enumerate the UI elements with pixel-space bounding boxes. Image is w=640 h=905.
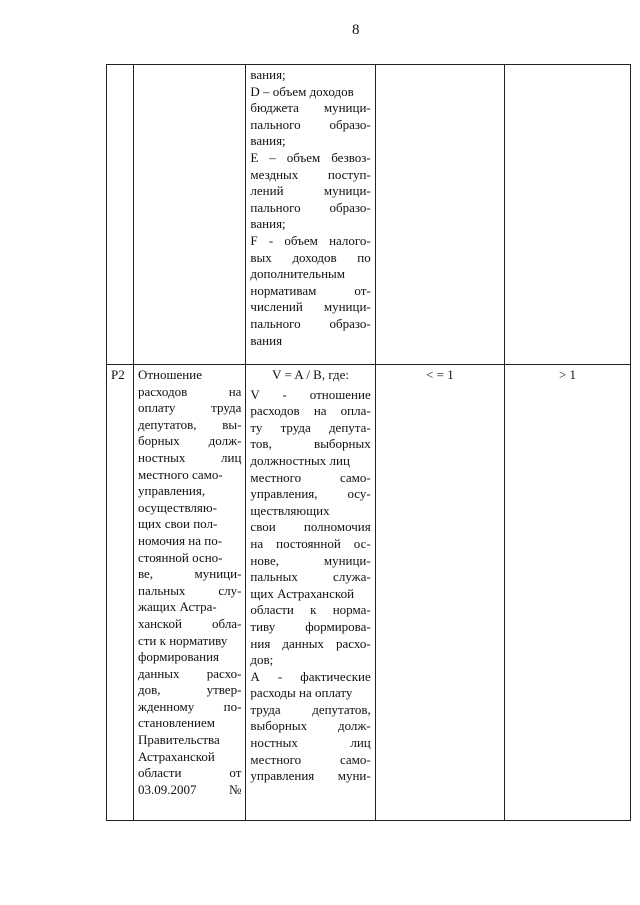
page-number: 8 [352, 22, 360, 38]
text-line: вых доходов по [250, 249, 371, 265]
text-line: ния данных расхо- [250, 635, 371, 651]
text-line: жащих Астра- [137, 599, 217, 615]
table-row [107, 365, 631, 821]
text-line: данных расхо- [137, 665, 242, 681]
text-line: борных долж- [137, 433, 242, 449]
text-line: E – объем безвоз- [250, 149, 371, 165]
text-line: D – объем доходов [250, 83, 354, 99]
text-line: становлением [137, 715, 215, 731]
text-line: ве, муници- [137, 566, 242, 582]
text-line: депутатов, вы- [137, 416, 242, 432]
text-line: области к норма- [250, 602, 371, 618]
text-line: мездных поступ- [250, 166, 371, 182]
text-line: щих свои пол- [137, 516, 218, 532]
text-line: вания; [250, 133, 286, 149]
text-line: управления муни- [250, 768, 371, 784]
cell-threshold-empty [375, 65, 504, 365]
text-line: дополнительным [250, 266, 346, 282]
text-line: V - отношение [250, 386, 371, 402]
text-line: тиву формирова- [250, 618, 371, 634]
text-line: нове, муници- [250, 552, 371, 568]
formula-heading: V = A / B, где: [272, 367, 350, 382]
indicator-code: P2 [111, 367, 125, 382]
text-line: расходы на оплату [250, 685, 353, 701]
text-line: Отношение [137, 367, 202, 382]
criteria-table [106, 64, 631, 821]
text-line: стоянной осно- [137, 549, 223, 565]
text-line: оплату труда [137, 400, 242, 416]
text-line: расходов на [137, 383, 242, 399]
text-line: сти к нормативу [137, 632, 228, 648]
text-line: области от [137, 765, 242, 781]
cell-name-empty [133, 65, 245, 365]
text-line: ханской обла- [137, 615, 242, 631]
text-line: F - объем налого- [250, 232, 371, 248]
text-line: вания; [250, 216, 286, 232]
text-line: тов, выборных [250, 436, 371, 452]
text-line: расходов на опла- [250, 403, 371, 419]
text-line: бюджета муници- [250, 100, 371, 116]
text-line: ществляющих [250, 502, 330, 518]
text-line: свои полномочия [250, 519, 371, 535]
text-line: пальных слу- [137, 582, 242, 598]
text-line: дов, утвер- [137, 682, 242, 698]
text-line: пальных служа- [250, 569, 371, 585]
formula-text [250, 67, 370, 349]
text-line: выборных долж- [250, 718, 371, 734]
text-line: вания [250, 332, 283, 348]
text-line: Правительства [137, 732, 220, 748]
text-line: ностных лиц [137, 449, 242, 465]
cell-threshold-violation [505, 365, 631, 821]
text-line: осуществляю- [137, 499, 217, 515]
text-line: пального образо- [250, 116, 371, 132]
text-line: должностных лиц [250, 452, 350, 468]
formula-description [250, 387, 370, 785]
cell-threshold-ok [375, 365, 504, 821]
text-line: А - фактические [250, 668, 371, 684]
cell-formula-continued [246, 65, 375, 365]
text-line: пального образо- [250, 199, 371, 215]
cell-threshold2-empty [505, 65, 631, 365]
threshold-ok-value: < = 1 [426, 367, 454, 382]
text-line: местного само- [250, 751, 371, 767]
text-line: вания; [250, 67, 286, 82]
text-line: щих Астраханской [250, 585, 355, 601]
text-line: труда депутатов, [250, 701, 371, 717]
text-line: местного само- [137, 466, 223, 482]
table-row [107, 65, 631, 365]
text-line: управления, [137, 483, 206, 499]
text-line: дов; [250, 652, 274, 668]
text-line: 03.09.2007 № [137, 781, 242, 797]
cell-formula [246, 365, 375, 821]
text-line: номочия на по- [137, 532, 223, 548]
cell-code-empty [107, 65, 134, 365]
text-line: формирования [137, 649, 220, 665]
text-line: ту труда депута- [250, 419, 371, 435]
text-line: жденному по- [137, 698, 242, 714]
text-line: числений муници- [250, 299, 371, 315]
cell-code [107, 365, 134, 821]
text-line: лений муници- [250, 183, 371, 199]
text-line: управления, осу- [250, 486, 371, 502]
text-line: пального образо- [250, 315, 371, 331]
threshold-violation-value: > 1 [558, 367, 577, 382]
text-line: нормативам от- [250, 282, 371, 298]
cell-indicator-name [133, 365, 245, 821]
text-line: на постоянной ос- [250, 535, 371, 551]
text-line: ностных лиц [250, 735, 371, 751]
text-line: Астраханской [137, 748, 215, 764]
indicator-name-text [138, 367, 241, 798]
text-line: местного само- [250, 469, 371, 485]
